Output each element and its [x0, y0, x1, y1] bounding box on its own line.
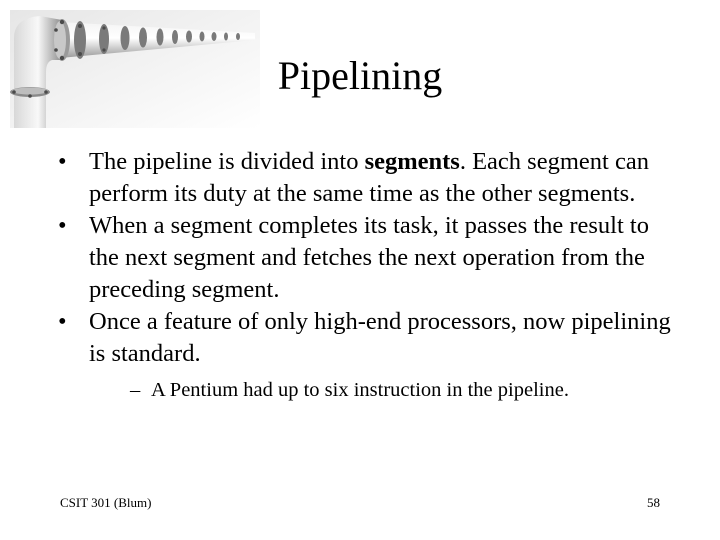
sub-bullet-item: [130, 376, 678, 404]
bullet-emphasis: segments: [364, 148, 460, 175]
slide-title: Pipelining: [277, 53, 443, 98]
bullet-item: [58, 210, 678, 306]
bullet-item: [58, 306, 678, 404]
bullet-text-start: The pipeline is divided into: [89, 148, 365, 175]
page-number: 58: [647, 495, 660, 510]
bullet-item: [58, 146, 678, 210]
bullet-list: [58, 146, 678, 404]
bullet-marker: •: [58, 308, 67, 335]
bullet-text-end: . Each segment can perform its duty at the same time as the other segments.: [89, 148, 649, 207]
bullet-text: When a segment completes its task, it passes the result to the next segment and fetches the next operation from the preceding segment.: [89, 212, 649, 303]
bullet-marker: •: [58, 148, 67, 175]
footer-course: CSIT 301 (Blum): [60, 495, 152, 510]
sub-bullet-marker: –: [130, 379, 141, 401]
sub-bullet-text: A Pentium had up to six instruction in the pipeline.: [151, 379, 569, 401]
bullet-marker: •: [58, 212, 67, 239]
bullet-text: Once a feature of only high-end processors, now pipelining is standard.: [89, 308, 671, 367]
